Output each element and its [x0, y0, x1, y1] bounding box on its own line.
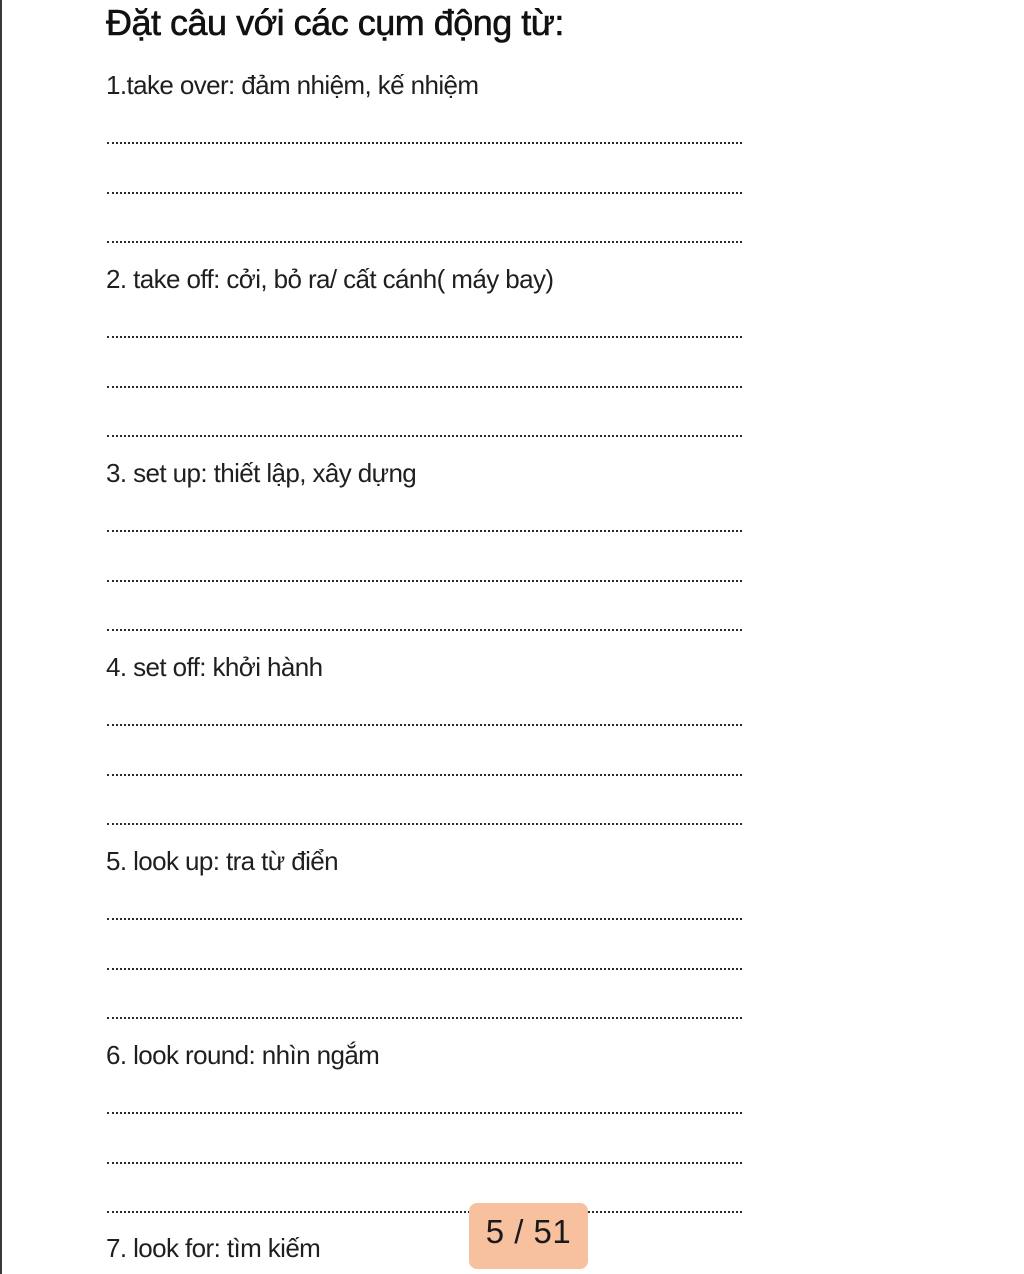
answer-line[interactable]	[107, 918, 742, 920]
answer-line[interactable]	[107, 823, 742, 825]
page-number-indicator: 5 / 51	[469, 1203, 588, 1269]
answer-line[interactable]	[107, 530, 742, 532]
phrasal-verb-item-1: 1.take over: đảm nhiệm, kế nhiệm	[106, 70, 479, 100]
answer-line[interactable]	[107, 142, 742, 144]
answer-line[interactable]	[107, 580, 742, 582]
answer-line[interactable]	[107, 629, 742, 631]
phrasal-verb-item-5: 5. look up: tra từ điển	[106, 846, 338, 876]
page-title: Đặt câu với các cụm động từ:	[106, 2, 564, 43]
phrasal-verb-item-4: 4. set off: khởi hành	[106, 652, 323, 682]
answer-line[interactable]	[107, 336, 742, 338]
answer-line[interactable]	[107, 435, 742, 437]
phrasal-verb-item-2: 2. take off: cởi, bỏ ra/ cất cánh( máy bay)	[106, 264, 554, 294]
answer-line[interactable]	[107, 724, 742, 726]
answer-line[interactable]	[107, 1017, 742, 1019]
answer-line[interactable]	[107, 1162, 742, 1164]
answer-line[interactable]	[107, 192, 742, 194]
phrasal-verb-item-3: 3. set up: thiết lập, xây dựng	[106, 458, 417, 488]
answer-line[interactable]	[107, 774, 742, 776]
answer-line[interactable]	[107, 1211, 742, 1213]
answer-line[interactable]	[107, 386, 742, 388]
answer-line[interactable]	[107, 1112, 742, 1114]
answer-line[interactable]	[107, 241, 742, 243]
answer-line[interactable]	[107, 968, 742, 970]
phrasal-verb-item-6: 6. look round: nhìn ngắm	[106, 1040, 380, 1070]
phrasal-verb-item-7: 7. look for: tìm kiếm	[106, 1233, 321, 1263]
